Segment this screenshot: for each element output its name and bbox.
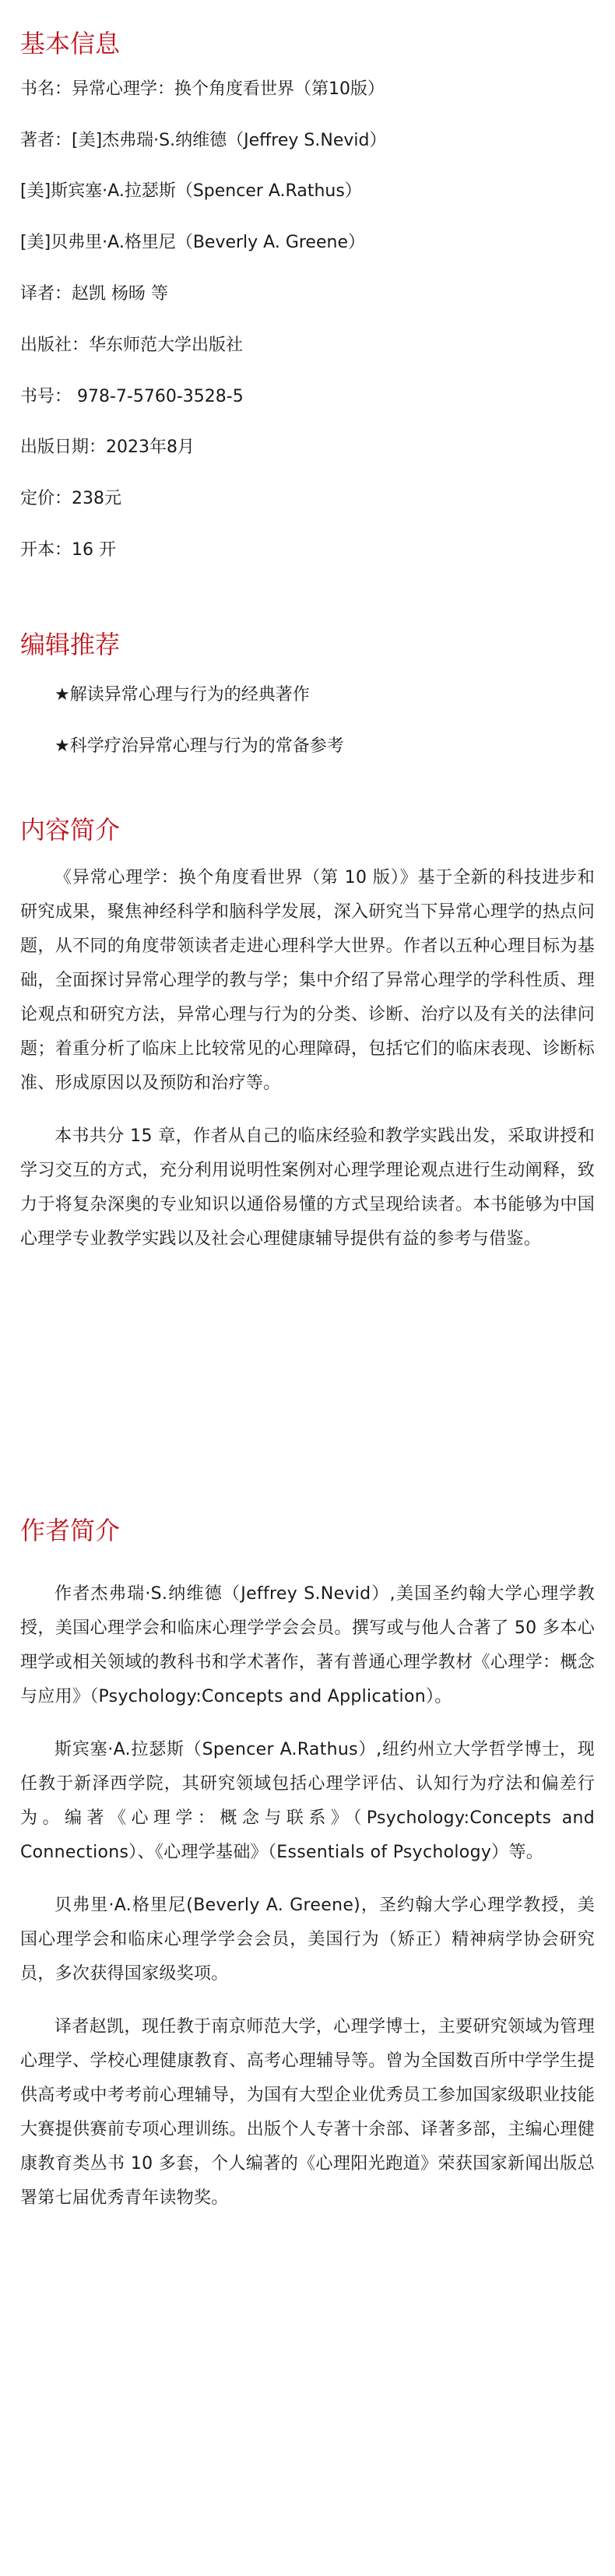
book-title-line: 书名：异常心理学：换个角度看世界（第10版）: [20, 79, 385, 99]
author-line-2: [美]斯宾塞·A.拉瑟斯（Spencer A.Rathus）: [20, 181, 362, 201]
price-line: 定价：238元: [20, 489, 121, 508]
translator-line: 译者：赵凯 杨旸 等: [20, 284, 168, 304]
isbn-line: 书号： 978-7-5760-3528-5: [20, 387, 244, 406]
rec-item-1: ★解读异常心理与行为的经典著作: [54, 685, 310, 705]
summary-heading: 内容简介: [20, 815, 121, 845]
summary-paragraph-1: 《异常心理学：换个角度看世界（第 10 版）》基于全新的科技进步和研究成果，聚焦神经科学和脑科学发展，深入研究当下异常心理学的热点问题，从不同的角度带领读者走进心理科学大世界。作者以五种心理目标为基础，全面探讨异常心理学的教与学；集中介绍了异常心理学的学科性质、理论观点和研究方法，异常心理与行为的分类、诊断、治疗以及有关的法律问题；着重分析了临床上比较常见的心理障碍，包括它们的临床表现、诊断标准、形成原因以及预防和治疗等。: [20, 868, 595, 1093]
format-line: 开本：16 开: [20, 540, 116, 560]
translator-paragraph-zhao: 译者赵凯，现任教于南京师范大学，心理学博士，主要研究领域为管理心理学、学校心理健康教育、高考心理辅导等。曾为全国数百所中学学生提供高考或中考考前心理辅导，为国有大型企业优秀员工参加国家级职业技能大赛提供赛前专项心理训练。出版个人专著十余部、译著多部，主编心理健康教育类丛书 10 多套，个人编著的《心理阳光跑道》荣获国家新闻出版总署第七届优秀青年读物奖。: [20, 2017, 595, 2208]
publisher-line: 出版社：华东师范大学出版社: [20, 336, 244, 355]
author-paragraph-greene: 贝弗里·A.格里尼(Beverly A. Greene)，圣约翰大学心理学教授，美国心理学会和临床心理学学会会员，美国行为（矫正）精神病学协会研究员，多次获得国家级奖项。: [20, 1896, 595, 1984]
pub-date-line: 出版日期：2023年8月: [20, 438, 195, 457]
authors-body: [20, 1577, 595, 2216]
summary-paragraph-2: 本书共分 15 章，作者从自己的临床经验和教学实践出发，采取讲授和学习交互的方式，充分利用说明性案例对心理学理论观点进行生动阐释，致力于将复杂深奥的专业知识以通俗易懂的方式呈现给读者。本书能够为中国心理学专业教学实践以及社会心理健康辅导提供有益的参考与借鉴。: [20, 1126, 595, 1249]
author-line-1: 著者：[美]杰弗瑞·S.纳维德（Jeffrey S.Nevid）: [20, 131, 387, 150]
summary-body: [20, 861, 595, 1256]
rec-item-2: ★科学疗治异常心理与行为的常备参考: [54, 736, 344, 756]
author-paragraph-rathus: 斯宾塞·A.拉瑟斯（Spencer A.Rathus）,纽约州立大学哲学博士，现任教于新泽西学院，其研究领域包括心理学评估、认知行为疗法和偏差行为。编著《心理学：概念与联系》（Psychology:Concepts and Connections）、《心理学基础》（Essentials of Psychology）等。: [20, 1740, 595, 1862]
editor-rec-heading: 编辑推荐: [20, 630, 121, 659]
basic-info-heading: 基本信息: [20, 29, 121, 58]
author-line-3: [美]贝弗里·A.格里尼（Beverly A. Greene）: [20, 233, 365, 252]
authors-heading: 作者简介: [20, 1516, 121, 1545]
author-paragraph-nevid: 作者杰弗瑞·S.纳维德（Jeffrey S.Nevid）,美国圣约翰大学心理学教授，美国心理学会和临床心理学学会会员。撰写或与他人合著了 50 多本心理学或相关领域的教科书和学术著作，著有普通心理学教材《心理学：概念与应用》（Psychology:Concepts and Application）。: [20, 1584, 595, 1706]
